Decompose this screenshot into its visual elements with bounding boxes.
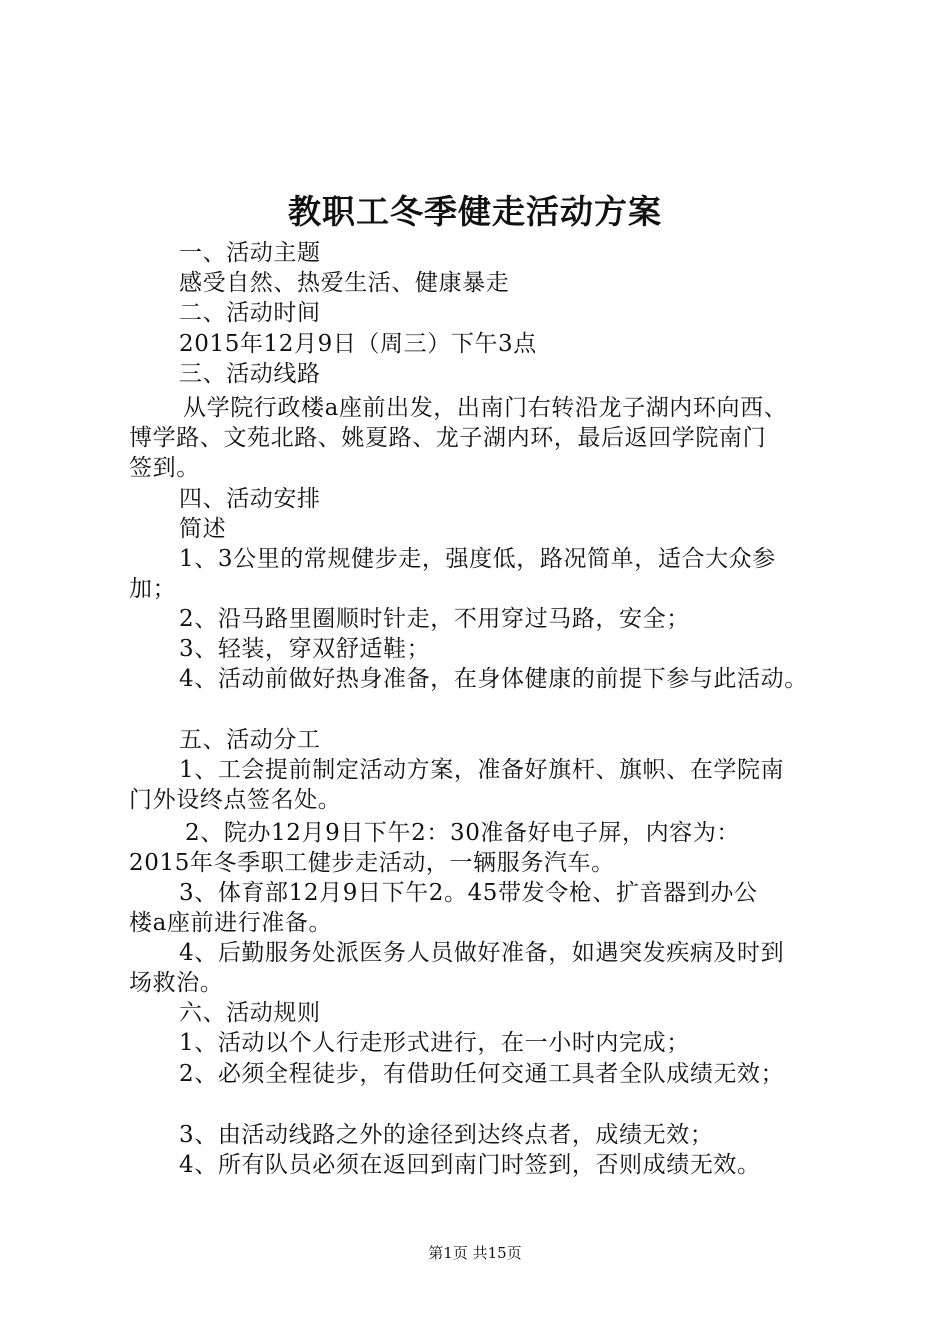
- paragraph-line: 1、工会提前制定活动方案，准备好旗杆、旗帜、在学院南: [179, 757, 785, 783]
- paragraph-line: 签到。: [129, 455, 200, 481]
- paragraph-line: 4、后勤服务处派医务人员做好准备，如遇突发疾病及时到: [179, 940, 785, 966]
- paragraph-line: 2、必须全程徒步，有借助任何交通工具者全队成绩无效；: [179, 1061, 785, 1087]
- paragraph-line: 2、沿马路里圈顺时针走，不用穿过马路，安全；: [179, 606, 690, 632]
- paragraph-line: 3、体育部12月9日下午2。45带发令枪、扩音器到办公: [179, 880, 758, 906]
- paragraph-line: 3、由活动线路之外的途径到达终点者，成绩无效；: [179, 1122, 714, 1148]
- paragraph-line: 2015年冬季职工健步走活动，一辆服务汽车。: [129, 850, 615, 876]
- paragraph-line: 1、3公里的常规健步走，强度低，路况简单，适合大众参: [179, 546, 776, 572]
- paragraph-line: 加；: [129, 576, 177, 602]
- paragraph-line: 感受自然、热爱生活、健康暴走: [179, 270, 510, 296]
- paragraph-line: 从学院行政楼a座前出发，出南门右转沿龙子湖内环向西、: [183, 395, 788, 421]
- section-heading-theme: 一、活动主题: [179, 240, 321, 266]
- paragraph-line: 场救治。: [129, 970, 224, 996]
- document-title: 教职工冬季健走活动方案: [288, 192, 662, 231]
- paragraph-line: 简述: [179, 516, 227, 542]
- paragraph-line: 1、活动以个人行走形式进行，在一小时内完成；: [179, 1030, 690, 1056]
- section-heading-time: 二、活动时间: [179, 300, 321, 326]
- section-heading-rules: 六、活动规则: [179, 1000, 321, 1026]
- paragraph-line: 门外设终点签名处。: [129, 787, 342, 813]
- paragraph-line: 3、轻装，穿双舒适鞋；: [179, 636, 431, 662]
- section-heading-route: 三、活动线路: [179, 361, 321, 387]
- section-heading-arrangement: 四、活动安排: [179, 486, 321, 512]
- paragraph-line: 4、所有队员必须在返回到南门时签到，否则成绩无效。: [179, 1152, 761, 1178]
- paragraph-line: 4、活动前做好热身准备，在身体健康的前提下参与此活动。: [179, 666, 808, 692]
- paragraph-line: 博学路、文苑北路、姚夏路、龙子湖内环，最后返回学院南门: [129, 425, 767, 451]
- paragraph-line: 2015年12月9日（周三）下午3点: [179, 331, 537, 357]
- paragraph-line: 楼a座前进行准备。: [129, 910, 333, 936]
- paragraph-line: 2、院办12月9日下午2：30准备好电子屏，内容为：: [185, 820, 741, 846]
- section-heading-division: 五、活动分工: [179, 727, 321, 753]
- page-footer: 第1页 共15页: [428, 1244, 522, 1262]
